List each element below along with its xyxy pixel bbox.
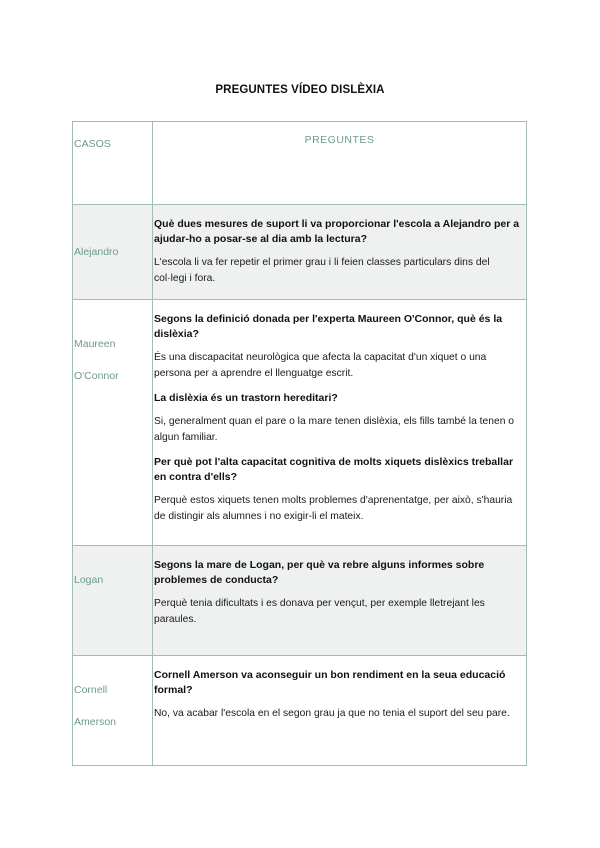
question: Segons la definició donada per l'experta Maureen O'Connor, què és la dislèxia?	[154, 313, 503, 340]
qa-cell	[153, 546, 527, 656]
case-name	[73, 205, 153, 300]
table-header-row	[73, 122, 527, 205]
case-name-line: Maureen	[74, 338, 116, 350]
case-name-line: Alejandro	[74, 246, 119, 258]
questions-table	[72, 121, 527, 766]
qa-cell	[153, 656, 527, 766]
answer: Perquè tenia dificultats i es donava per vençut, per exemple lletrejant les paraules.	[154, 598, 485, 625]
header-preguntes-cell	[153, 122, 527, 205]
table-row-cornell	[73, 656, 527, 766]
question: Segons la mare de Logan, per què va rebre alguns informes sobre problemes de conducta?	[154, 559, 485, 586]
header-casos: CASOS	[73, 122, 153, 205]
table-row-alejandro	[73, 205, 527, 300]
question: Per què pot l'alta capacitat cognitiva de molts xiquets dislèxics treballar en contra d'ells?	[154, 456, 514, 483]
document-title: PREGUNTES VÍDEO DISLÈXIA	[215, 84, 385, 96]
case-name-line: Cornell	[74, 684, 108, 696]
case-name-line: Amerson	[74, 716, 117, 728]
case-name-line: Logan	[74, 574, 104, 586]
table-row-maureen	[73, 300, 527, 546]
qa-cell	[153, 205, 527, 300]
qa-cell	[153, 300, 527, 546]
answer: No, va acabar l'escola en el segon grau ja que no tenia el suport del seu pare.	[154, 708, 510, 719]
question: Cornell Amerson va aconseguir un bon rendiment en la seua educació formal?	[154, 669, 506, 696]
table-row-logan	[73, 546, 527, 656]
case-name	[73, 546, 153, 656]
question: Què dues mesures de suport li va proporcionar l'escola a Alejandro per a ajudar-ho a posar-se al dia amb la lectura?	[154, 218, 520, 245]
answer: Si, generalment quan el pare o la mare tenen dislèxia, els fills també la tenen o algun familiar.	[154, 416, 515, 443]
header-preguntes: PREGUNTES	[304, 134, 375, 146]
case-name	[73, 656, 153, 766]
answer: Perquè estos xiquets tenen molts problemes d'aprenentatge, per això, s'hauria de distingir als alumnes i no exigir-li el mateix.	[154, 495, 513, 522]
case-name	[73, 300, 153, 546]
question: La dislèxia és un trastorn hereditari?	[154, 392, 338, 404]
case-name-line: O'Connor	[74, 370, 119, 382]
answer: L'escola li va fer repetir el primer grau i li feien classes particulars dins del col·legi i fora.	[154, 257, 490, 284]
answer: És una discapacitat neurològica que afecta la capacitat d'un xiquet o una persona per a aprendre el llenguatge escrit.	[154, 352, 487, 379]
